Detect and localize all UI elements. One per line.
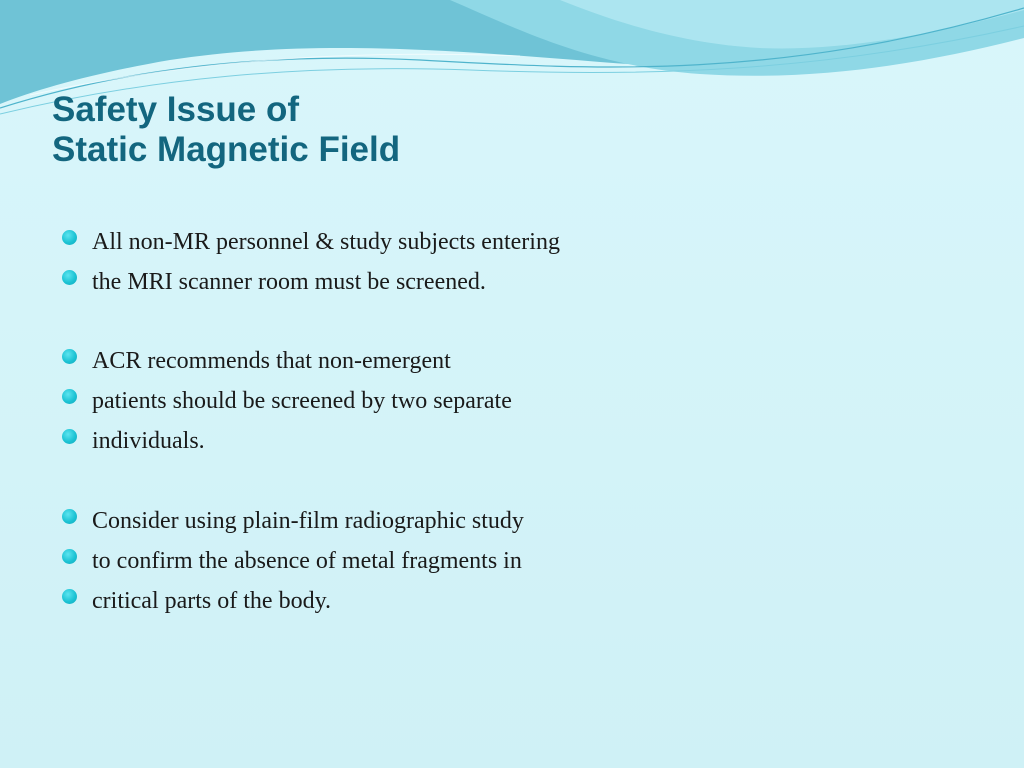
bullet-text: the MRI scanner room must be screened.: [92, 269, 486, 295]
bullet-dot-icon: [62, 230, 77, 245]
bullet-text: ACR recommends that non-emergent: [92, 348, 451, 374]
bullet-text: Consider using plain-film radiographic study: [92, 508, 524, 534]
bullet-dot-icon: [62, 509, 77, 524]
bullet-dot-icon: [62, 549, 77, 564]
title-line-2: Static Magnetic Field: [52, 130, 401, 169]
bullet-text: individuals.: [92, 428, 205, 454]
bullet-text: patients should be screened by two separate: [92, 388, 512, 414]
bullet-text: All non-MR personnel & study subjects entering: [92, 229, 560, 255]
bullet-dot-icon: [62, 589, 77, 604]
bullet-text: critical parts of the body.: [92, 588, 332, 614]
title-line-1: Safety Issue of: [52, 90, 300, 129]
bullet-dot-icon: [62, 270, 77, 285]
bullet-dot-icon: [62, 349, 77, 364]
page-title: [52, 90, 400, 170]
bullet-text: to confirm the absence of metal fragments in: [92, 548, 522, 574]
bullet-dot-icon: [62, 389, 77, 404]
bullet-dot-icon: [62, 429, 77, 444]
